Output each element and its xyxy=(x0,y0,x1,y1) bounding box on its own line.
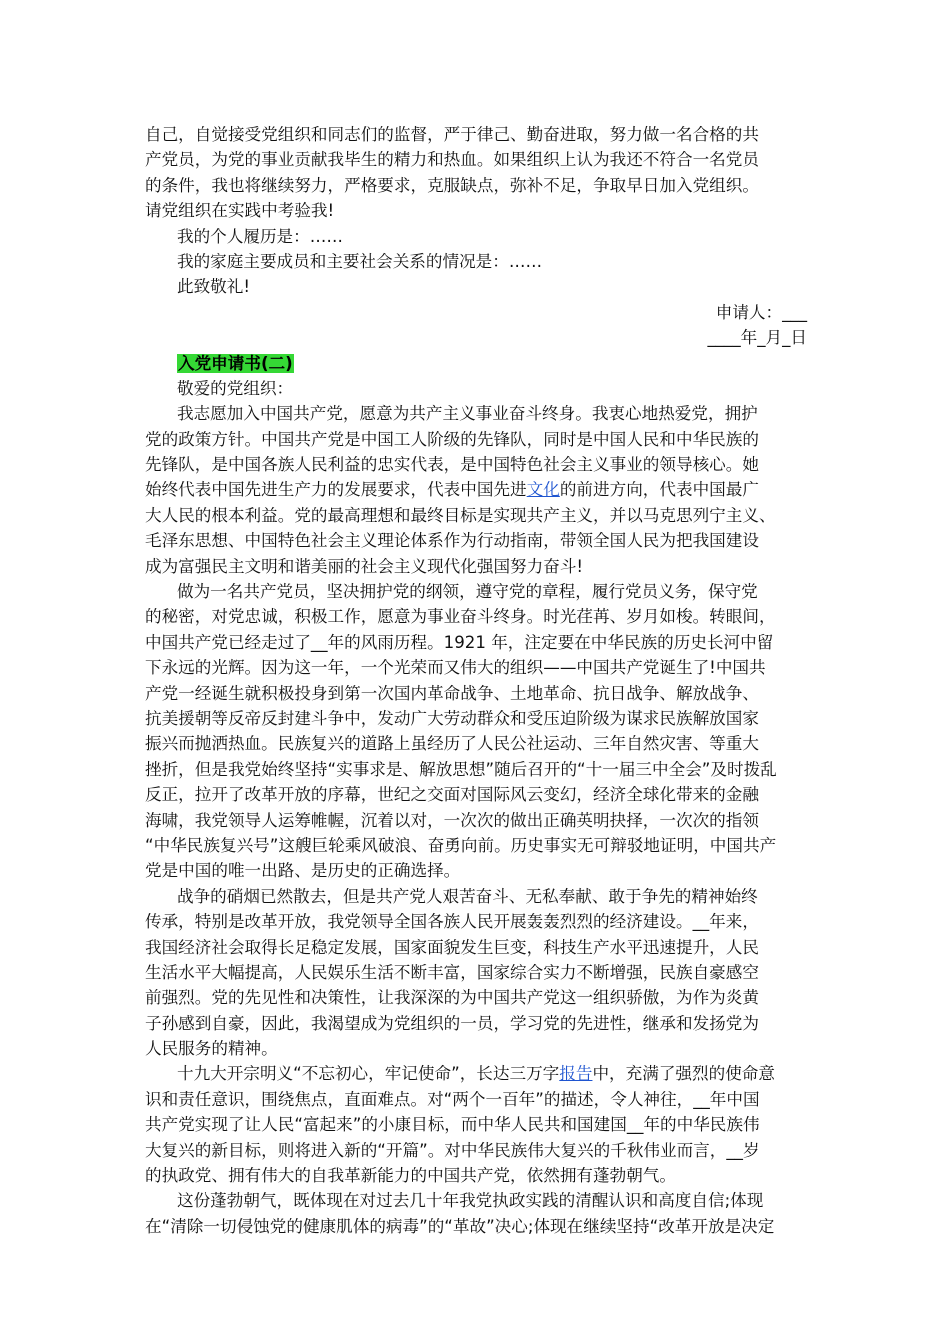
text-run: 中，充满了强烈的使命意 xyxy=(592,1064,775,1084)
paragraph-line: 识和责任意识，围绕焦点，直面难点。对“两个一百年”的描述，令人神往，__年中国 xyxy=(145,1089,760,1109)
paragraph-line: 我国经济社会取得长足稳定发展，国家面貌发生巨变，科技生产水平迅速提升，人民 xyxy=(145,937,759,957)
paragraph-line: 的秘密，对党忠诚，积极工作，愿意为事业奋斗终身。时光荏苒、岁月如梭。转眼间， xyxy=(145,607,776,627)
paragraph-line: 先锋队，是中国各族人民利益的忠实代表，是中国特色社会主义事业的领导核心。她 xyxy=(145,455,759,475)
paragraph-line: 的条件，我也将继续努力，严格要求，克服缺点，弥补不足，争取早日加入党组织。 xyxy=(145,175,759,195)
paragraph-line: 生活水平大幅提高，人民娱乐生活不断丰富，国家综合实力不断增强，民族自豪感空 xyxy=(145,962,759,982)
paragraph-line: 成为富强民主文明和谐美丽的社会主义现代化强国努力奋斗! xyxy=(145,556,584,576)
paragraph-line: 挫折，但是我党始终坚持“实事求是、解放思想”随后召开的“十一届三中全会”及时拨乱 xyxy=(145,759,777,779)
section-heading: 入党申请书(二) xyxy=(178,353,293,373)
paragraph-line: 此致敬礼! xyxy=(177,277,251,297)
paragraph-line: 大人民的根本利益。党的最高理想和最终目标是实现共产主义，并以马克思列宁主义、 xyxy=(145,505,776,525)
paragraph-line: 我志愿加入中国共产党，愿意为共产主义事业奋斗终身。我衷心地热爱党，拥护 xyxy=(177,404,758,424)
paragraph-line: 子孙感到自豪，因此，我渴望成为党组织的一员，学习党的先进性，继承和发扬党为 xyxy=(145,1013,759,1033)
paragraph-line: 抗美援朝等反帝反封建斗争中，发动广大劳动群众和受压迫阶级为谋求民族解放国家 xyxy=(145,708,759,728)
paragraph-line: 海啸，我党领导人运筹帷幄，沉着以对，一次次的做出正确英明抉择，一次次的指领 xyxy=(145,810,759,830)
paragraph-nineteenth-congress xyxy=(145,1061,813,1188)
paragraph-line: 的执政党、拥有伟大的自我革新能力的中国共产党，依然拥有蓬勃朝气。 xyxy=(145,1166,676,1186)
paragraph-line xyxy=(145,1061,813,1086)
report-link[interactable]: 报告 xyxy=(559,1064,593,1084)
paragraph-line: 下永远的光辉。因为这一年，一个光荣而又伟大的组织——中国共产党诞生了!中国共 xyxy=(145,658,766,678)
paragraph-line: 振兴而抛洒热血。民族复兴的道路上虽经历了人民公社运动、三年自然灾害、等重大 xyxy=(145,734,759,754)
paragraph-line: 传承，特别是改革开放，我党领导全国各族人民开展轰轰烈烈的经济建设。__年来， xyxy=(145,912,759,932)
applicant-signature: 申请人：___ xyxy=(715,302,807,322)
section-heading-line xyxy=(145,351,813,376)
paragraph-line xyxy=(145,477,813,502)
paragraph-line: 党是中国的唯一出路、是历史的正确选择。 xyxy=(145,861,461,881)
paragraph-line: 中国共产党已经走过了__年的风雨历程。1921 年，注定要在中华民族的历史长河中留 xyxy=(145,632,774,652)
paragraph-line: 毛泽东思想、中国特色社会主义理论体系作为行动指南，带领全国人民为把我国建设 xyxy=(145,531,759,551)
paragraph-reform xyxy=(145,884,813,1062)
greeting: 敬爱的党组织： xyxy=(177,378,294,398)
paragraph-line: 自己，自觉接受党组织和同志们的监督，严于律己、勤奋进取，努力做一名合格的共 xyxy=(145,125,759,144)
paragraph-line: 请党组织在实践中考验我! xyxy=(145,201,335,221)
paragraph-line: 前强烈。党的先见性和决策性，让我深深的为中国共产党这一组织骄傲，为作为炎黄 xyxy=(145,988,759,1008)
paragraph-line: 反正，拉开了改革开放的序幕，世纪之交面对国际风云变幻，经济全球化带来的金融 xyxy=(145,785,759,805)
paragraph-line: 在“清除一切侵蚀党的健康肌体的病毒”的“革故”决心;体现在继续坚持“改革开放是决定 xyxy=(145,1216,775,1236)
paragraph-history xyxy=(145,579,813,884)
paragraph-pledge xyxy=(145,401,813,579)
paragraph-line: 党的政策方针。中国共产党是中国工人阶级的先锋队，同时是中国人民和中华民族的 xyxy=(145,429,759,449)
culture-link[interactable]: 文化 xyxy=(526,480,560,500)
paragraph-line: 我的个人履历是：…… xyxy=(177,226,343,246)
text-run: 始终代表中国先进生产力的发展要求，代表中国先进 xyxy=(145,480,527,500)
paragraph-line: 人民服务的精神。 xyxy=(145,1039,278,1059)
paragraph-vitality xyxy=(145,1188,813,1239)
text-run: 十九大开宗明义“不忘初心，牢记使命”，长达三万字 xyxy=(177,1064,560,1084)
paragraph-line: 产党一经诞生就积极投身到第一次国内革命战争、土地革命、抗日战争、解放战争、 xyxy=(145,683,759,703)
paragraph-line: 做为一名共产党员，坚决拥护党的纲领，遵守党的章程，履行党员义务，保守党 xyxy=(177,582,758,602)
paragraph-line: 战争的硝烟已然散去，但是共产党人艰苦奋斗、无私奉献、敢于争先的精神始终 xyxy=(177,886,758,906)
paragraph-line: 这份蓬勃朝气，既体现在对过去几十年我党执政实践的清醒认识和高度自信;体现 xyxy=(177,1191,764,1211)
paragraph-line: 大复兴的新目标，则将进入新的“开篇”。对中华民族伟大复兴的千秋伟业而言，__岁 xyxy=(145,1140,760,1160)
document-body xyxy=(145,122,813,1239)
paragraph-line: 我的家庭主要成员和主要社会关系的情况是：…… xyxy=(177,251,543,271)
text-run: 的前进方向，代表中国最广 xyxy=(559,480,759,500)
paragraph-line: 共产党实现了让人民“富起来”的小康目标，而中华人民共和国建国__年的中华民族伟 xyxy=(145,1115,760,1135)
paragraph-line: 产党员，为党的事业贡献我毕生的精力和热血。如果组织上认为我还不符合一名党员 xyxy=(145,150,759,170)
signature-date: ____年_月_日 xyxy=(707,328,807,348)
paragraph-line: “中华民族复兴号”这艘巨轮乘风破浪、奋勇向前。历史事实无可辩驳地证明，中国共产 xyxy=(145,835,777,855)
previous-application-ending xyxy=(145,122,813,300)
